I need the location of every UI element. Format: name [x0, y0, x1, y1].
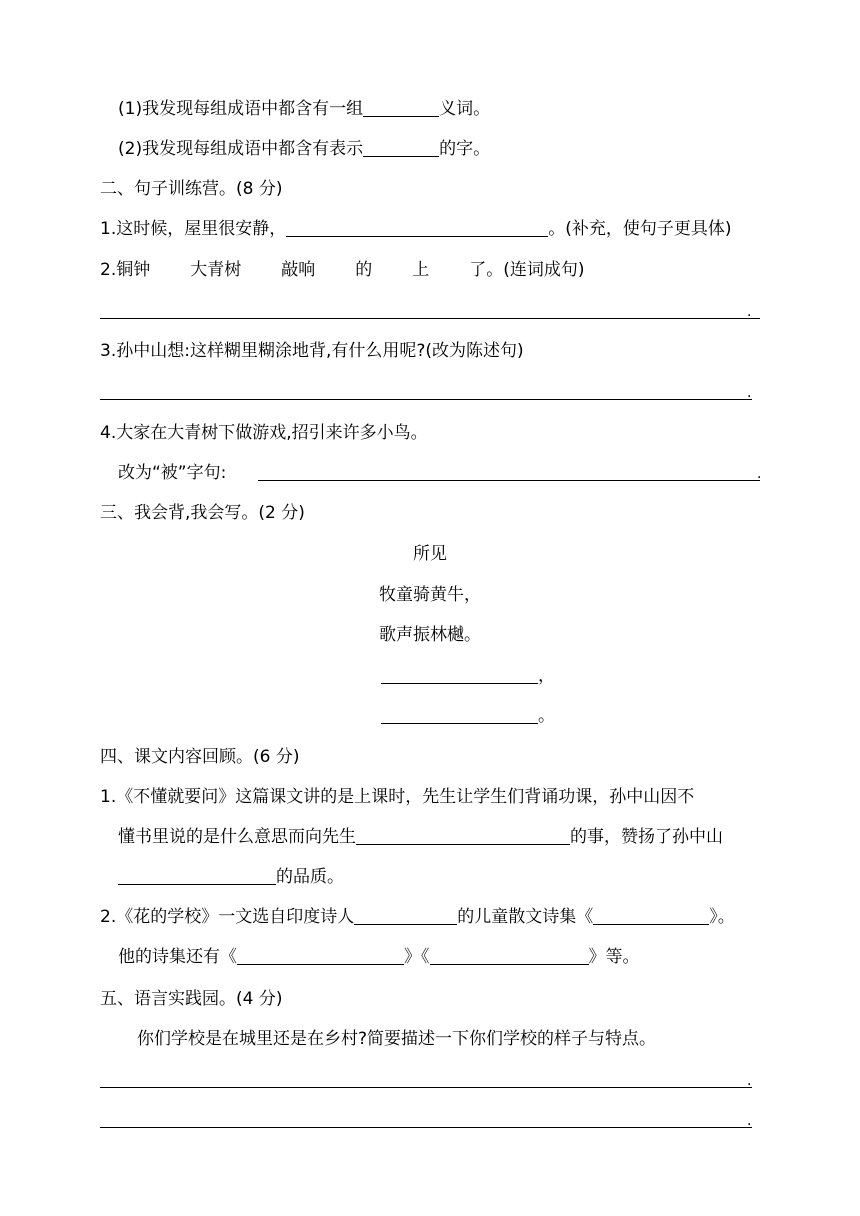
s5-prompt: 你们学校是在城里还是在乡村?简要描述一下你们学校的样子与特点。: [137, 1029, 657, 1049]
answer-line[interactable]: [100, 1127, 752, 1128]
blank-field[interactable]: [363, 99, 439, 117]
blank-field[interactable]: [354, 907, 457, 925]
line-end-dot: .: [747, 385, 752, 401]
s4-q1-line1: 1.《不懂就要问》这篇课文讲的是上课时，先生让学生们背诵功课，孙中山因不: [100, 787, 695, 807]
answer-line[interactable]: [258, 480, 760, 481]
line-end-dot: .: [757, 466, 762, 482]
s2-q4: 4.大家在大青树下做游戏,招引来许多小鸟。: [100, 423, 428, 443]
q-meaning-line: (2)我发现每组成语中都含有表示 的字。: [118, 139, 491, 159]
blank-field[interactable]: [381, 666, 538, 684]
s2-q3: 3.孙中山想:这样糊里糊涂地背,有什么用呢?(改为陈述句): [100, 341, 524, 361]
answer-line[interactable]: [100, 1087, 752, 1088]
blank-field[interactable]: [286, 219, 548, 237]
line-end-dot: .: [747, 304, 752, 320]
line-end-dot: .: [747, 1113, 752, 1129]
s4-q2-line1: 2.《花的学校》一文选自印度诗人 的儿童散文诗集《 》。: [100, 907, 735, 927]
s2-q2: 2.铜钟 大青树 敲响 的 上 了。(连词成句): [100, 260, 585, 280]
s4-q1-line3: 的品质。: [118, 866, 344, 888]
blank-field[interactable]: [363, 139, 439, 157]
s2-q4-sub: 改为“被”字句:: [118, 463, 227, 483]
blank-field[interactable]: [118, 867, 276, 885]
blank-field[interactable]: [593, 907, 709, 925]
section-3-title: 三、我会背,我会写。(2 分): [100, 503, 305, 523]
answer-line[interactable]: [100, 318, 760, 319]
s2-q1: 1.这时候，屋里很安静， 。(补充，使句子更具体): [100, 219, 732, 239]
blank-field[interactable]: [381, 706, 538, 724]
section-5-title: 五、语言实践园。(4 分): [100, 989, 283, 1009]
answer-line[interactable]: [100, 399, 752, 400]
blank-field[interactable]: [237, 947, 404, 965]
poem-line-1: 牧童骑黄牛，: [379, 585, 481, 605]
poem-line-2: 歌声振林樾。: [379, 625, 481, 645]
section-2-title: 二、句子训练营。(8 分): [100, 179, 283, 199]
q-antonym-line: (1)我发现每组成语中都含有一组 义词。: [118, 99, 491, 119]
section-4-title: 四、课文内容回顾。(6 分): [100, 747, 300, 767]
blank-field[interactable]: [356, 827, 570, 845]
s4-q1-line2: 懂书里说的是什么意思而向先生 的事，赞扬了孙中山: [118, 827, 723, 847]
poem-blank-1: ，: [381, 665, 555, 687]
poem-blank-2: 。: [381, 705, 555, 727]
s4-q2-line2: 他的诗集还有《 》《 》等。: [118, 947, 640, 967]
line-end-dot: .: [747, 1073, 752, 1089]
poem-title: 所见: [413, 544, 447, 564]
blank-field[interactable]: [430, 947, 589, 965]
